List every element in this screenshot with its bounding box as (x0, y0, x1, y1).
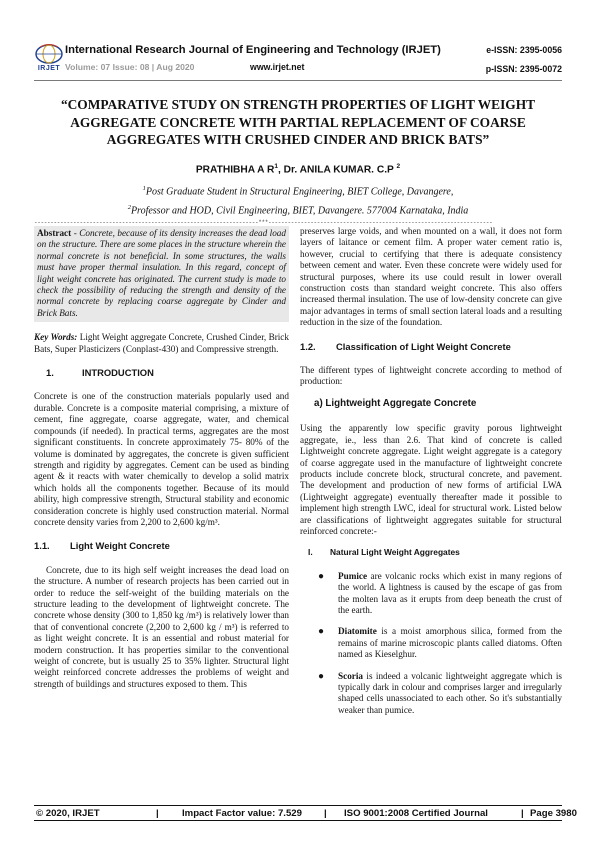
logo-text: IRJET (37, 65, 61, 72)
keywords-text: Light Weight aggregate Concrete, Crushed Cinder, Brick Bats, Super Plasticizers (Conplast-430) and Compressive strength. (34, 332, 289, 354)
section-title: Light Weight Concrete (70, 540, 170, 552)
list-item (318, 571, 562, 617)
footer-copyright: © 2020, IRJET (36, 808, 100, 819)
subsubsection-heading-natural (308, 547, 562, 558)
section-title: INTRODUCTION (82, 367, 154, 379)
aggregate-list (318, 571, 562, 716)
footer-separator: | (156, 808, 159, 819)
page-footer (34, 805, 577, 821)
bullet-icon: ● (318, 670, 325, 682)
journal-header (34, 40, 562, 78)
section-number: 1.2. (300, 340, 316, 352)
affiliation-1-sup: 1 (142, 185, 146, 192)
list-item (318, 626, 562, 660)
footer-separator: | (324, 808, 327, 819)
paper-title: “COMPARATIVE STUDY ON STRENGTH PROPERTIES OF LIGHT WEIGHT AGGREGATE CONCRETE WITH PARTIAL REPLACEMENT OF COARSE AGGREGATES WITH CRUSHED CINDER AND BRICK BATS” (60, 97, 536, 147)
abstract-box (34, 226, 289, 322)
paragraph-introduction: Concrete is one of the construction materials popularly used and durable. Concrete is a composite material comprising, a mixture of cement, fine aggregate, coarse aggregate, water, and chemical compounds (if needed). In practical terms, aggregates are the most significant constituents. In concrete approximately 75- 80% of the volume is dominated by aggregates, the concrete is given sufficient strength and rigidity by aggregates. Cement can be used as binding agent & it reacts with water chemically to develop a solid matrix which holds all the components together. Because of its mould ability, high compressive strength, Structural stability and economic consideration concrete is highly used construction material. Normal concrete density varies from 2,200 to 2,600 kg/m³. (34, 391, 289, 527)
section-title: Classification of Light Weight Concrete (336, 340, 511, 352)
bullet-icon: ● (318, 626, 325, 638)
author-2-sup: 2 (396, 163, 401, 170)
section-heading-introduction (34, 367, 289, 378)
abstract-text: - Concrete, because of its density increases the dead load on the structure. There are some places in the structure wherein the normal concrete is not beneficial. In some structures, the walls must have proper thermal insulation. In this regard, concept of light weight concrete has originated. The current study is made to check the possibility of reducing the strength and density of the normal concrete by replacing coarse aggregate by Cinder and Brick Bats. (37, 228, 286, 318)
subsubsection-title: Natural Light Weight Aggregates (330, 547, 460, 558)
affiliation-1 (0, 185, 596, 197)
section-separator: ---------------------------------------------------------------------***--------------------------------------------------------------------- (34, 219, 493, 226)
paragraph-lightweight-aggregate: Using the apparently low specific gravity porous lightweight aggregate, ie., less than 2.6. That kind of concrete is called Lightweight concrete aggregate. Light weight aggregate is a category of coarse aggregate used in the manufacture of lightweight concrete products include concrete block, structural concrete, and pavement. The development and production of new forms of artificial LWA (Lightweight aggregate) eventually thereafter made it possible to implement high strength LWC, ideal for structural work. Listed below are classifications of lightweight aggregates suitable for structural reinforced concrete:- (300, 423, 562, 536)
list-item (318, 671, 562, 717)
footer-impact-factor: Impact Factor value: 7.529 (182, 808, 302, 819)
right-column (300, 226, 562, 726)
e-issn: e-ISSN: 2395-0056 (486, 45, 562, 55)
list-item-term: Diatomite (338, 626, 377, 637)
section-number: 1. (46, 367, 54, 379)
bullet-icon: ● (318, 570, 325, 582)
footer-page-number: Page 3980 (530, 808, 577, 819)
abstract-label: Abstract (37, 228, 72, 238)
left-column (34, 226, 289, 700)
subsubsection-number: I. (308, 547, 313, 558)
irjet-logo (34, 42, 64, 76)
author-line (0, 163, 596, 175)
paragraph-light-weight-concrete: Concrete, due to its high self weight increases the dead load on the structure. A number of research projects has been carried out in order to reduce the self-weight of the building materials on the structure leading to the development of lightweight concrete. The concrete whose density (300 to 1,850 kg /m³) is relatively lower than that of conventional concrete (2,200 to 2,600 kg / m³) is referred to as light weight concrete. It is an essential and robust material for modern construction. It has properties similar to the conventional weight of concrete, but is usually 25 to 35% lighter. Structural light weight reinforced concrete addresses the problems of weight and strength of buildings and structures exposed to them. This (34, 564, 289, 689)
keywords-label: Key Words: (34, 332, 78, 343)
list-item-term: Scoria (338, 670, 364, 681)
list-item-text: is a moist amorphous silica, formed from the remains of marine microscopic plants called diatoms. Often named as Kieselghur. (338, 626, 562, 660)
affiliation-2 (0, 204, 596, 216)
paragraph-classification: The different types of lightweight concrete according to method of production: (300, 365, 562, 387)
author-2: , Dr. ANILA KUMAR. C.P (277, 164, 394, 176)
author-1: PRATHIBHA A R (195, 164, 275, 176)
footer-iso: ISO 9001:2008 Certified Journal (344, 808, 488, 819)
volume-issue: Volume: 07 Issue: 08 | Aug 2020 (65, 62, 195, 72)
section-heading-1-2 (300, 341, 562, 352)
section-number: 1.1. (34, 540, 50, 552)
list-item-term: Pumice (338, 570, 368, 581)
header-divider (34, 80, 562, 81)
p-issn: p-ISSN: 2395-0072 (485, 64, 562, 74)
journal-website-link[interactable]: www.irjet.net (250, 62, 305, 72)
paragraph-continued: preserves large voids, and when mounted on a wall, it does not form layers of laitance or cement film. A proper water cement ratio is, however, crucial to certifying that there is adequate consistency between cement and water. Even these concrete were widely used for structural purposes, where its use could result in lower overall construction costs than standard weight concrete. This also offers increased thermal insulation. The use of low-density concrete can give major advantages in terms of small section lateral loads and a resulting reduction in the size of the foundation. (300, 226, 562, 328)
affiliation-1-text: Post Graduate Student in Structural Engineering, BIET College, Davangere, (145, 186, 454, 198)
section-heading-1-1 (34, 540, 289, 551)
author-1-sup: 1 (274, 163, 278, 170)
keywords (34, 332, 289, 355)
irjet-logo-icon (34, 42, 64, 66)
footer-separator: | (521, 808, 524, 819)
affiliation-2-text: Professor and HOD, Civil Engineering, BIET, Davangere. 577004 Karnataka, India (130, 205, 469, 217)
journal-name: International Research Journal of Engineering and Technology (IRJET) (65, 44, 441, 56)
subsection-heading-a: a) Lightweight Aggregate Concrete (314, 397, 477, 409)
list-item-text: is indeed a volcanic lightweight aggregate which is typically dark in colour and comprises larger and irregularly shaped cells unassociated to each other. So it's substantially weaker than pumice. (338, 670, 562, 715)
list-item-text: are volcanic rocks which exist in many regions of the world. A lightness is caused by the escape of gas from the molten lava as it erupts from deep beneath the crust of the earth. (338, 570, 562, 615)
affiliation-2-sup: 2 (127, 204, 131, 211)
